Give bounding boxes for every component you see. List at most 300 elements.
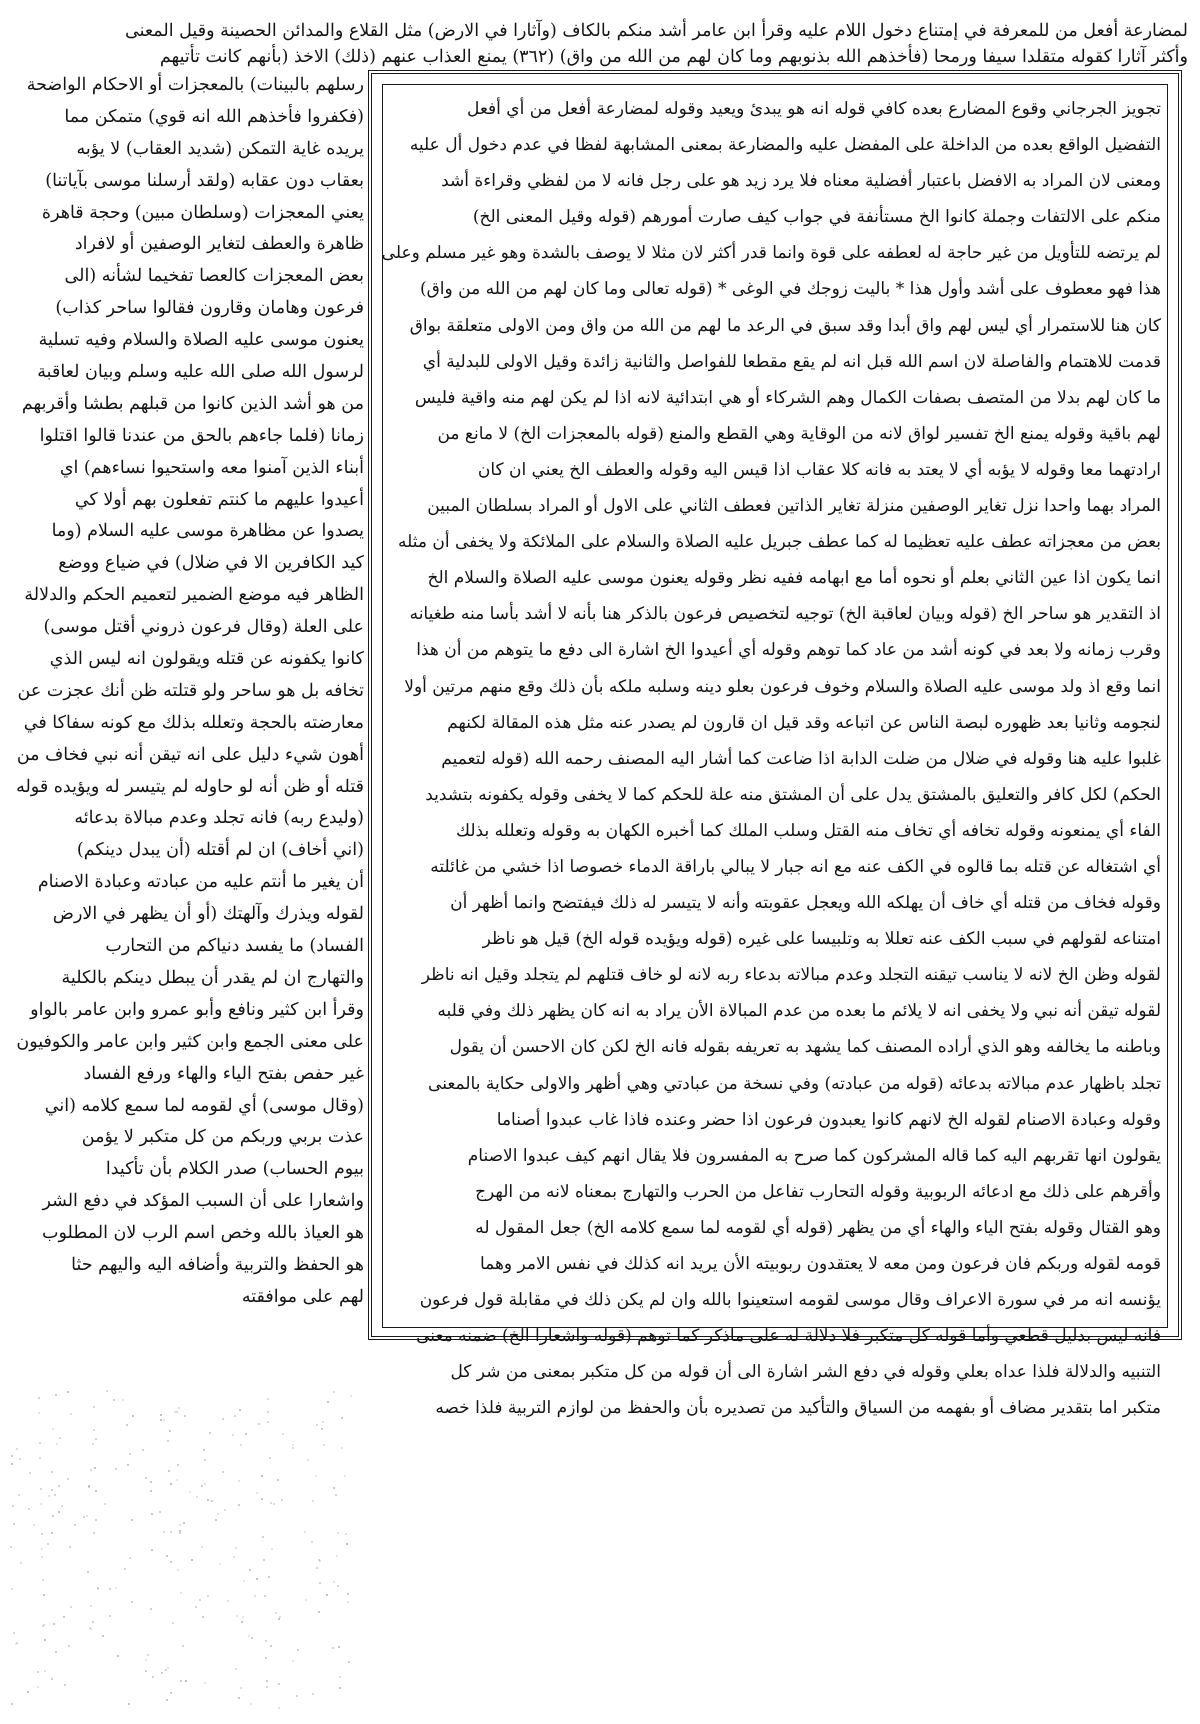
scan-speck [54,1494,56,1496]
scan-speck [102,1635,104,1637]
scan-speck [11,1588,13,1590]
text-line: وقوله وعبادة الاصنام لقوله الخ لانهم كانوا يعبدون فرعون اذا حضر وعنده فاذا غاب عبدوا أصناما [496,1109,1161,1130]
scan-speck [151,1549,153,1551]
scan-speck [150,1481,152,1483]
scan-speck [13,1632,15,1634]
scan-speck [74,1524,76,1526]
scan-speck [292,1447,294,1449]
scan-speck [97,1588,99,1590]
scan-speck [265,1657,267,1659]
scan-speck [115,1587,117,1589]
text-line: يعنون موسى عليه الصلاة والسلام وفيه تسلية [38,330,364,351]
scan-speck [40,1503,42,1505]
scan-speck [189,1491,191,1493]
text-line: تجويز الجرجاني وقوع المضارع بعده كافي قوله انه هو يبدئ ويعيد وقوله لمضارعة أفعل من أي أفعل [466,99,1161,119]
scan-speck [337,1532,339,1534]
scan-speck [90,1605,92,1607]
text-line: الحكم) لكل كافر والتعليق بالمشتق يدل على أن المشتق منه علة للحكم كما لا يخفى وقوله يكفونه بتشديد [425,784,1161,805]
text-line: الظاهر فيه موضع الضمير لتعميم الحكم والدلالة [24,585,364,606]
text-line: رسلهم بالبينات) بالمعجزات أو الاحكام الواضحة [26,75,364,95]
text-line: يعني المعجزات (وسلطان مبين) وحجة قاهرة [41,202,364,223]
scan-speck [224,1509,226,1511]
scan-speck [51,1489,53,1491]
scan-speck [109,1588,111,1590]
scan-speck [55,1651,57,1653]
scan-speck [179,1524,181,1526]
scan-speck [41,1533,43,1535]
scan-speck [166,1555,168,1557]
scan-speck [67,1391,69,1393]
scan-speck [264,1595,266,1597]
text-line: انما وقع اذ ولد موسى عليه الصلاة والسلام وخوف فرعون بعلو دينه وسلبه ملكه بأن ذلك وقع منهم مرتين أولا [404,676,1161,697]
scan-speck [238,1480,240,1482]
scan-speck [256,1578,258,1580]
text-line: يريده غاية التمكن (شديد العقاب) لا يؤبه [76,138,364,159]
scan-speck [176,1411,178,1413]
scan-speck [94,1467,96,1469]
scan-speck [238,1697,240,1699]
scan-speck [227,1600,229,1602]
scan-speck [182,1645,184,1647]
scan-speck [160,1414,162,1416]
text-line: أي اشتغاله عن قتله بما قالوه في الكف عنه مع انه جبار لا يبالي باراقة الدماء خصوصا اذا خشي من غائلته [430,856,1161,877]
text-line: غير حفص بفتح الياء والهاء ورفع الفساد [83,1063,364,1084]
scan-speck [271,1548,273,1550]
scan-speck [88,1486,90,1488]
scan-speck [145,1670,147,1672]
scan-speck [217,1513,219,1515]
scan-speck [238,1504,240,1506]
text-line: وهو القتال وقوله بفتح الياء والهاء أي من يظهر (قوله أي لقومه لما سمع كلامه الخ) جعل المقول له [475,1217,1161,1238]
text-line: واشعارا على أن السبب المؤكد في دفع الشر [42,1191,364,1212]
commentary-text [381,91,1161,1426]
scan-speck [242,1616,244,1618]
text-line: الفساد) ما يفسد دنياكم من التحارب [105,936,364,957]
scan-speck [261,1475,263,1477]
scan-speck [341,1417,343,1419]
scan-speck [243,1580,245,1582]
scan-speck [249,1569,251,1571]
scan-speck [131,1519,133,1521]
text-line: لقوله وظن الخ لانه لا يناسب تيقنه التجلد وعدم مبالاته بدعاء ربه لانه لو خاف قتلهم لم يتجلد وقيل انه ناظر [421,965,1161,986]
scan-speck [335,1494,337,1496]
scan-speck [43,1624,45,1626]
text-line: قدمت للاهتمام والفاصلة لان اسم الله قبل انه لم يقع مقطعا للفواصل والثانية زائدة وقيل الاولى للبدلية أي [422,351,1161,372]
scan-speck [333,1487,335,1489]
scan-speck [245,1433,247,1435]
scan-speck [18,1494,20,1496]
scan-speck [304,1531,306,1533]
scan-speck [150,1490,152,1492]
scan-speck [236,1615,238,1617]
scan-speck [170,1692,172,1694]
scan-speck [254,1595,256,1597]
scan-speck [319,1560,321,1562]
scan-speck [147,1654,149,1656]
text-line: ما كان لهم بدلا من المتصف بصفات الكمال وهم الشركاء أو هي ابتدائية لانه اذا لم يكن لهم منه واقية فليس [414,387,1161,408]
scan-speck [109,1615,111,1617]
scan-speck [40,1488,42,1490]
scan-speck [145,1477,147,1479]
scan-speck [174,1411,176,1413]
scan-speck [42,1579,44,1581]
scan-speck [151,1513,153,1515]
text-line: تخافه بل هو ساحر ولو قتلته ظن أنك عجزت عن [17,680,364,701]
scan-speck [233,1556,235,1558]
text-line: يقولون انها تقربهم اليه كما قاله المشركون كما صرح به المفسرون فلا يقال انهم كيف عبدوا الاصنام [467,1145,1161,1166]
text-line: غلبوا عليه هنا وقوله في ضلال من ضلت الدابة اذا ضاعت كما أشار اليه المصنف رحمه الله (قوله لتعميم [441,748,1161,769]
text-line: وأقرهم على ذلك مع ادعائه الربوبية وقوله التحارب تفاعل من الحرب والتهارج بمعناه لانه من الهرج [475,1181,1161,1202]
scan-speck [211,1500,213,1502]
text-line: على العلة (وقال فرعون ذروني أقتل موسى) [43,617,364,638]
text-line: هو العياذ بالله وخص اسم الرب لان المطلوب [42,1223,364,1244]
scan-speck [131,1601,133,1603]
scan-speck [83,1516,85,1518]
scan-speck [15,1643,17,1645]
scan-speck [265,1640,267,1642]
text-line: بعض من معجزاته عطف عليه تعظيما له كما عطف جبريل عليه الصلاة والسلام على الملائكة ولا يخفى أن مثله [398,532,1161,553]
scan-speck [269,1457,271,1459]
text-line: ارادتهما معا وقوله لا يؤبه أي لا يعتد به فانه كلا عقاب اذا قيس اليه وقوله والعطف الخ يعني ان كان [477,459,1161,480]
text-line: (وقال موسى) أي لقومه لما سمع كلامه (اني [44,1095,364,1116]
text-line: ظاهرة والعطف لتغاير الوصفين أو لافراد [74,234,364,255]
text-line: بيوم الحساب) صدر الكلام بأن تأكيدا [105,1159,364,1180]
scan-speck [142,1449,144,1451]
scan-speck [129,1453,131,1455]
scan-speck [167,1440,169,1442]
scan-speck [235,1547,237,1549]
scan-speck [191,1559,193,1561]
scan-speck [61,1505,63,1507]
scan-speck [37,1671,39,1673]
scan-speck [56,1443,58,1445]
scan-speck [70,1413,72,1415]
scan-speck [180,1592,182,1594]
scan-speck [10,1546,12,1548]
scan-speck [16,1448,18,1450]
scan-speck [43,1594,45,1596]
scan-speck [338,1646,340,1648]
scan-speck [176,1479,178,1481]
scan-speck [152,1676,154,1678]
scan-speck [170,1561,172,1563]
scan-speck [267,1411,269,1413]
scan-speck [292,1660,294,1662]
scan-speck [339,1687,341,1689]
scan-speck [222,1471,224,1473]
text-line: هو الحفظ والتربية وأضافه اليه واليهم حثا [71,1254,364,1275]
scan-speck [204,1483,206,1485]
scan-speck [282,1433,284,1435]
scan-speck [256,1492,258,1494]
scan-speck [48,1495,50,1497]
scan-speck [201,1485,203,1487]
scan-speck [326,1594,328,1596]
scan-speck [322,1421,324,1423]
text-line: أهون شيء دليل على انه تيقن أنه نبي فخاف من [16,744,364,765]
text-line: لنجومه وثانيا بعد ظهوره لبصة الناس عن اتباعه وقد قيل ان قارون لم يصدر عنه مثل هذه المقالة لكنهم [447,712,1161,733]
scan-speck [86,1515,88,1517]
scan-speck [90,1469,92,1471]
scan-speck [204,1459,206,1461]
scan-speck [27,1691,29,1693]
scan-speck [44,1639,46,1641]
scan-speck [258,1423,260,1425]
text-line: (وليدع ربه) فانه تجلد وعدم مبالاة بدعائه [74,808,364,829]
scan-speck [207,1499,209,1501]
scan-speck [215,1519,217,1521]
scan-speck [348,1661,350,1663]
text-line: من هو أشد الذين كانوا من قبلهم بطشا وأقربهم [21,393,364,414]
scan-speck [179,1532,181,1534]
text-line: يؤنسه انه مر في سورة الاعراف وقال موسى لقومه استعينوا بالله وان لم يكن ذلك في مقابلة قول فرعون [419,1290,1161,1311]
scan-speck [202,1616,204,1618]
scan-speck [305,1599,307,1601]
scan-speck [20,1562,22,1564]
scan-speck [67,1478,69,1480]
text-line: معارضته بالحجة وتعلله بذلك مع كونه سفاكا في [23,712,364,733]
scan-speck [47,1543,49,1545]
scan-speck [39,1457,41,1459]
scan-speck [185,1680,187,1682]
scan-speck [278,1618,280,1620]
scan-speck [332,1647,334,1649]
commentary-frame-inner-border [381,84,1168,1419]
scan-speck [250,1703,252,1705]
scan-speck [69,1546,71,1548]
scan-speck [341,1447,343,1449]
scan-speck [266,1680,268,1682]
text-line: كانوا يكفونه عن قتله ويقولون انه ليس الذي [49,649,364,670]
scan-speck [39,1442,41,1444]
scan-speck [28,1508,30,1510]
top-running-text [125,18,1188,70]
scan-speck [278,1707,280,1709]
text-line: لقوله تيقن أنه نبي ولا يخفى انه لا يلائم ما بعده من عدم المبالاة الأن يراد به انه كان يظهر ذلك وفي قلبه [437,1001,1161,1022]
scan-speck [296,1695,298,1697]
scan-speck [124,1568,126,1570]
scan-speck [318,1611,320,1613]
text-line: لمضارعة أفعل من للمعرفة في إمتناع دخول اللام عليه وقرأ ابن عامر أشد منكم بالكاف (وآثارا في الارض) مثل القلاع والمدائن الحصينة وقيل المعنى [125,21,1188,41]
scan-speck [311,1541,313,1543]
text-line: أن يغير ما أنتم عليه من عبادته وعبادة الاصنام [37,872,364,893]
text-line: تجلد باظهار عدم مبالاته بدعائه (قوله من عبادته) وفي نسخة من عبادتي وهي أظهر والاولى حكاية بالمعنى [428,1073,1161,1094]
scan-speck [339,1676,341,1678]
scan-speck [240,1687,242,1689]
scan-speck [248,1635,250,1637]
scan-speck [209,1432,211,1434]
text-line: لرسول الله صلى الله عليه وسلم وبيان لعاقبة [37,362,364,383]
text-line: المراد بهما واحدا نزل تغاير الوصفين منزلة تغاير الذاتين فعطف الثاني على الاول أو المراد بسلطان المبين [427,496,1161,517]
scan-speck [53,1623,55,1625]
scan-speck [55,1394,57,1396]
scan-speck [180,1680,182,1682]
scan-speck [95,1438,97,1440]
scan-speck [177,1569,179,1571]
scan-speck [44,1670,46,1672]
text-line: متكبر اما بتقدير مضاف أو بفهمه من السياق والتأكيد من تصديره بأن والحفظ من لوازم التربية فلذا خصه [435,1398,1161,1419]
scan-speck [270,1502,272,1504]
scan-speck [297,1649,299,1651]
scan-speck [163,1419,165,1421]
scan-speck [113,1399,115,1401]
scan-speck [266,1686,268,1688]
scan-speck [219,1563,221,1565]
scan-speck [336,1555,338,1557]
text-line: كيد الكافرين الا في ضلال) في ضياع ووضع [58,553,364,574]
scan-speck [278,1683,280,1685]
text-line: هذا فهو معطوف على أشد وأول هذا * باليت زوجك في الوغى * (قوله تعالى وما كان لهم من الله من واق) [419,279,1161,300]
text-line: (فكفروا فأخذهم الله انه قوي) متمكن مما [64,106,364,127]
scan-speck [127,1464,129,1466]
text-line: زمانا (فلما جاءهم بالحق من عندنا قالوا اقتلوا [39,425,364,446]
scan-speck [58,1511,60,1513]
scan-speck [312,1693,314,1695]
text-line: وقرأ ابن كثير ونافع وأبو عمرو وابن عامر بالواو [30,999,364,1020]
scan-speck [93,1429,95,1431]
scan-speck [160,1419,162,1421]
scan-speck [203,1449,205,1451]
scan-speck [132,1415,134,1417]
scan-speck [166,1699,168,1701]
text-line: لهم باقية وقوله يمنع الخ تفسير لواق لانه من الوقاية وهي القطع والمنع (قوله بالمعجزات الخ) لا مانع من [437,423,1161,444]
scan-speck [222,1418,224,1420]
scan-speck [122,1399,124,1401]
text-line: على معنى الجمع وابن كثير وابن عامر والكوفيون [16,1031,364,1052]
scan-speck [37,1686,39,1688]
scan-speck [41,1548,43,1550]
text-line: اذ التقدير هو ساحر الخ (قوله وبيان لعاقبة الخ) توجيه لتخصيص فرعون بالذكر هنا بأنه لا أشد بأسا منه طغيانه [409,604,1161,625]
scan-speck [52,1428,54,1430]
text-line: وقرب زمانه ولا بعد في كونه أشد من عاد كما توهم وقوله أي أعيدوا الخ اشارة الى دفع ما يتوهم من أن هذا [416,640,1161,661]
scan-speck [183,1522,185,1524]
scan-speck [350,1395,352,1397]
scan-speck [333,1391,335,1393]
scan-speck [178,1407,180,1409]
text-line: أبناء الذين آمنوا معه واستحيوا نساءهم) اي [59,457,364,478]
scan-speck [92,1443,94,1445]
scan-speck [95,1519,97,1521]
scan-speck [204,1682,206,1684]
text-line: أعيدوا عليهم ما كنتم تفعلون بهم أولا كي [74,489,364,510]
scan-speck [70,1606,72,1608]
scan-speck [346,1543,348,1545]
scan-speck [316,1567,318,1569]
scan-speck [51,1471,53,1473]
commentary-frame [368,70,1182,1419]
scan-speck [95,1490,97,1492]
scan-speck [345,1533,347,1535]
scan-speck [263,1559,265,1561]
scan-speck [262,1536,264,1538]
text-line: وأكثر آثارا كقوله متقلدا سيفا ورمحا (فأخذهم الله بذنوبهم وما كان لهم من الله من واق) (٣٦٢) يمنع العذاب عنهم (ذلك) الاخذ (بأنهم كانت تأتيهم [159,47,1188,67]
text-line: فرعون وهامان وقارون فقالوا ساحر كذاب) [55,298,364,319]
scan-speck [87,1571,89,1573]
scan-speck [165,1669,167,1671]
scan-speck [11,1703,13,1705]
scan-speck [11,1455,13,1457]
scan-speck [275,1612,277,1614]
scan-speck [172,1622,174,1624]
scan-speck [344,1475,346,1477]
text-line: يصدوا عن مظاهرة موسى عليه السلام (وما [51,521,364,542]
scan-speck [327,1401,329,1403]
scan-speck [63,1616,65,1618]
scan-speck [315,1475,317,1477]
scan-speck [199,1599,201,1601]
scan-speck [273,1503,275,1505]
scan-speck [115,1468,117,1470]
scan-speck [170,1483,172,1485]
scan-speck [58,1485,60,1487]
scan-speck [270,1645,272,1647]
scan-speck [184,1415,186,1417]
scan-speck [64,1684,66,1686]
scan-speck [163,1531,165,1533]
text-line: قومه لقوله وربكم فان فرعون ومن معه لا يعتقدون ربوبيته الأن يريد انه كذلك في نفس الامر وهما [479,1254,1161,1274]
scan-speck [232,1434,234,1436]
text-line: منكم على الالتفات وجملة كانوا الخ مستأنفة في جواب كيف صارت أمورهم (قوله وقيل المعنى الخ) [472,207,1161,228]
text-line: قتله أو ظن أنه لو حاوله لم يتيسر له ويؤيده قوله [16,776,364,797]
scan-speck [307,1459,309,1461]
text-line: فانه ليس بدليل قطعي وأما قوله كل متكبر فلا دلالة له على ماذكر كما توهم (قوله واشعارا الخ) ضمنه معنى [416,1326,1161,1347]
scan-speck [240,1444,242,1446]
scan-speck [93,1532,95,1534]
scan-speck [312,1500,314,1502]
scan-speck [207,1595,209,1597]
scan-speck [93,1406,95,1408]
scan-speck [13,1523,15,1525]
scan-speck [51,1532,53,1534]
scan-speck [159,1511,161,1513]
scan-speck [177,1464,179,1466]
scan-speck [117,1655,119,1657]
scan-speck [319,1582,321,1584]
main-text-column [16,70,364,1314]
text-line: التفضيل الواقع بعده من الداخلة على المفضل عليه والمضارعة بمعنى المشابهة لفظا في عدم دخول أل عليه [409,135,1161,156]
scan-speck [89,1627,91,1629]
scan-speck [195,1606,197,1608]
scan-speck [347,1593,349,1595]
scan-speck [292,1444,294,1446]
scan-speck [347,1601,349,1603]
scan-speck [41,1556,43,1558]
scan-speck [129,1557,131,1559]
scan-speck [12,1505,14,1507]
text-line: وقوله فخاف من قتله أي خاف أن يهلكه الله ويعجل عقوبته وأنه لا يتيسر له ذلك فيفتضح وانما أظهر أن [450,893,1161,914]
text-line: امتناعه لقولهم في سبب الكف عنه تعللا به وتلبيسا على غيره (قوله ويؤيده قوله الخ) قيل هو ناظر [482,929,1161,950]
scan-speck [51,1678,53,1680]
text-line: والتهارج ان لم يقدر أن يبطل دينكم بالكلية [61,967,364,988]
scan-speck [59,1437,61,1439]
scan-speck [239,1409,241,1411]
scan-speck [169,1430,171,1432]
scan-speck [268,1576,270,1578]
scan-speck [201,1546,203,1548]
text-line: انما يكون اذا عين الثاني بعلم أو نحوه أما مع ابهامه ففيه نظر وقوله يعنون موسى عليه الصلاة والسلام الخ [427,568,1161,589]
text-line: لم يرتضه للتأويل من غير حاجة له لعطفه على قوة وانما قدر أكثر لان مثلا لا يوصف بالشدة وهو غير مسلم وعلى [381,243,1161,264]
scan-speck [316,1424,318,1426]
text-line: لقوله ويذرك وآلهتك (أو أن يظهر في الارض [52,904,364,925]
scan-speck [104,1503,106,1505]
scan-speck [126,1424,128,1426]
scan-speck [150,1608,152,1610]
scan-speck [241,1621,243,1623]
text-line: التنبيه والدلالة فلذا عداه بعلي وقوله في دفع الشر اشارة الى أن قوله من كل متكبر بمعنى من شر كل [450,1362,1161,1383]
scan-speck [168,1470,170,1472]
scan-speck [234,1415,236,1417]
scan-speck [321,1428,323,1430]
